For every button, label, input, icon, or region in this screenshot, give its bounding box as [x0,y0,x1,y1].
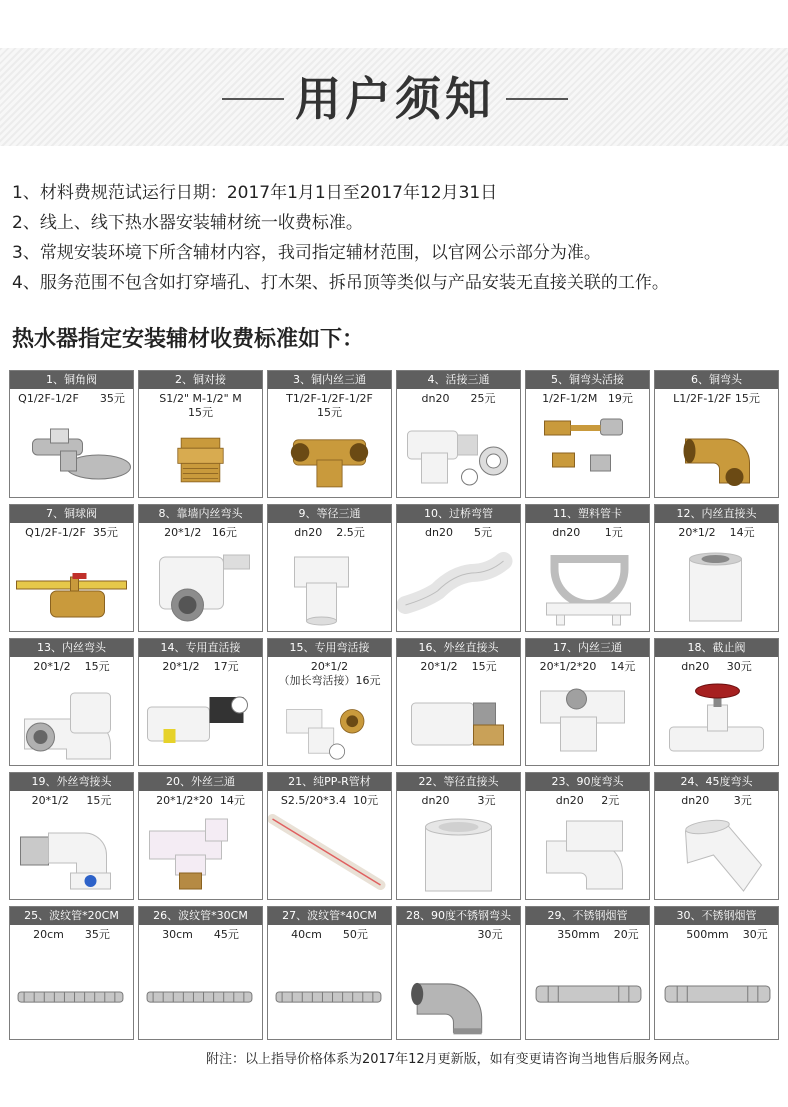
fitting-title: 13、内丝弯头 [10,639,133,657]
fitting-spec-price: T1/2F-1/2F-1/2F [286,392,373,405]
fitting-card [396,504,521,632]
fitting-card [138,504,263,632]
fitting-card [654,772,779,900]
fitting-spec-price: 20*1/2 15元 [31,794,112,807]
fitting-title: 2、铜对接 [139,371,262,389]
steel-flue-icon [655,945,778,1039]
notice-item: 1、材料费规范试运行日期：2017年1月1日至2017年12月31日 [12,183,498,203]
footnote: 附注：以上指导价格体系为2017年12月更新版，如有变更请咨询当地售后服务网点。 [206,1052,698,1067]
fitting-title: 3、铜内丝三通 [268,371,391,389]
female-coupling-icon [655,543,778,631]
banner-divider-right [506,98,568,100]
fitting-card [9,638,134,766]
male-tee-icon [139,811,262,899]
brass-elbow-icon [655,409,778,497]
fitting-card [267,370,392,498]
fitting-spec-price: 30元 [414,928,503,941]
fitting-spec-extra: （加长弯活接）16元 [278,674,381,687]
fitting-title: 29、不锈钢烟管 [526,907,649,925]
elbow-union-icon [268,691,391,765]
brass-nipple-icon [139,423,262,497]
notice-list [12,178,782,298]
elbow-45-icon [655,811,778,899]
fitting-card [654,906,779,1040]
fitting-spec-price: 20*1/2 14元 [678,526,755,539]
banner-title: 用户须知 [295,72,495,126]
fitting-card [138,638,263,766]
fitting-title: 27、波纹管*40CM [268,907,391,925]
fitting-spec-price: 500mm 30元 [665,928,768,941]
fitting-spec-price: 40cm 50元 [291,928,368,941]
fitting-title: 28、90度不锈钢弯头 [397,907,520,925]
fitting-card [396,638,521,766]
fitting-spec-price: Q1/2F-1/2F 35元 [25,526,118,539]
fitting-card [267,504,392,632]
fitting-spec-price: 30cm 45元 [162,928,239,941]
fitting-card [654,504,779,632]
male-coupling-icon [397,677,520,765]
fitting-spec-price: Q1/2F-1/2F 35元 [18,392,125,405]
pipe-clip-icon [526,543,649,631]
fitting-spec-extra: 15元 [188,406,213,419]
fitting-card [138,906,263,1040]
stop-valve-icon [655,677,778,765]
notice-item: 3、常规安装环境下所含辅材内容，我司指定辅材范围，以官网公示部分为准。 [12,243,601,263]
fitting-card [525,370,650,498]
fitting-title: 21、纯PP-R管材 [268,773,391,791]
fitting-spec-price: 20*1/2 16元 [164,526,237,539]
fitting-title: 14、专用直活接 [139,639,262,657]
fitting-card [525,906,650,1040]
female-tee-icon [526,677,649,765]
fitting-title: 11、塑料管卡 [526,505,649,523]
brass-tee-icon [268,423,391,497]
fitting-spec-price: dn20 3元 [421,794,496,807]
fitting-spec-price: 20cm 35元 [33,928,110,941]
fitting-spec-price: dn20 2.5元 [294,526,365,539]
fitting-title: 26、波纹管*30CM [139,907,262,925]
banner-divider-left [222,98,284,100]
fitting-title: 18、截止阀 [655,639,778,657]
fitting-title: 9、等径三通 [268,505,391,523]
steel-elbow-icon [397,945,520,1039]
fitting-title: 19、外丝弯接头 [10,773,133,791]
fitting-card [9,772,134,900]
wall-elbow-icon [139,543,262,631]
fitting-spec-price: dn20 25元 [421,392,496,405]
fitting-card [396,772,521,900]
fitting-title: 30、不锈钢烟管 [655,907,778,925]
fitting-title: 5、铜弯头活接 [526,371,649,389]
fitting-spec-price: 20*1/2 15元 [420,660,497,673]
fitting-card [138,370,263,498]
fitting-spec-price: dn20 2元 [555,794,620,807]
notice-item: 4、服务范围不包含如打穿墙孔、打木架、拆吊顶等类似与产品安装无直接关联的工作。 [12,273,669,293]
fitting-title: 24、45度弯头 [655,773,778,791]
fitting-card [396,906,521,1040]
fitting-title: 15、专用弯活接 [268,639,391,657]
fitting-title: 6、铜弯头 [655,371,778,389]
fitting-spec-price: 20*1/2 [310,660,349,673]
corrugated-hose-icon [10,945,133,1039]
fitting-title: 10、过桥弯管 [397,505,520,523]
angle-valve-icon [10,409,133,497]
fitting-spec-price: dn20 30元 [681,660,752,673]
section-title: 热水器指定安装辅材收费标准如下： [12,327,365,352]
fitting-title: 20、外丝三通 [139,773,262,791]
fitting-card [267,772,392,900]
fitting-spec-price: 20*1/2 15元 [33,660,110,673]
fitting-title: 7、铜球阀 [10,505,133,523]
fitting-spec-price: 350mm 20元 [536,928,639,941]
bridge-bend-icon [397,543,520,631]
fitting-spec-price: 20*1/2 17元 [162,660,239,673]
fitting-spec-price: S2.5/20*3.4 10元 [280,794,379,807]
fitting-card [138,772,263,900]
fitting-title: 17、内丝三通 [526,639,649,657]
fitting-title: 4、活接三通 [397,371,520,389]
fitting-spec-extra: 15元 [317,406,342,419]
male-elbow-icon [10,811,133,899]
fitting-card [525,772,650,900]
equal-coupling-icon [397,811,520,899]
fitting-card [9,370,134,498]
fitting-title: 23、90度弯头 [526,773,649,791]
fitting-title: 25、波纹管*20CM [10,907,133,925]
title-banner [0,48,788,146]
fitting-card [654,370,779,498]
fitting-title: 8、靠墙内丝弯头 [139,505,262,523]
fitting-card [525,638,650,766]
ball-valve-icon [10,543,133,631]
fitting-card [9,906,134,1040]
equal-tee-icon [268,543,391,631]
fitting-card [396,370,521,498]
fitting-card [267,906,392,1040]
elbow-90-icon [526,811,649,899]
corrugated-hose-icon [139,945,262,1039]
brass-elbow-union-icon [526,409,649,497]
fitting-card [267,638,392,766]
straight-union-icon [139,677,262,765]
fitting-spec-price: dn20 3元 [681,794,752,807]
fitting-spec-price: 1/2F-1/2M 19元 [542,392,633,405]
fitting-spec-price: dn20 1元 [552,526,623,539]
ppr-pipe-icon [268,811,391,899]
fitting-spec-price: 20*1/2*20 14元 [539,660,636,673]
fitting-spec-price: S1/2" M-1/2" M [159,392,242,405]
fitting-spec-price: dn20 5元 [425,526,492,539]
notice-item: 2、线上、线下热水器安装辅材统一收费标准。 [12,213,363,233]
fitting-card [525,504,650,632]
fitting-card [654,638,779,766]
steel-flue-icon [526,945,649,1039]
fitting-spec-price: L1/2F-1/2F 15元 [673,392,760,405]
fitting-title: 16、外丝直接头 [397,639,520,657]
union-tee-icon [397,409,520,497]
fitting-title: 12、内丝直接头 [655,505,778,523]
fitting-spec-price: 20*1/2*20 14元 [156,794,245,807]
corrugated-hose-icon [268,945,391,1039]
fitting-title: 22、等径直接头 [397,773,520,791]
female-elbow-icon [10,677,133,765]
fitting-card [9,504,134,632]
fitting-title: 1、铜角阀 [10,371,133,389]
